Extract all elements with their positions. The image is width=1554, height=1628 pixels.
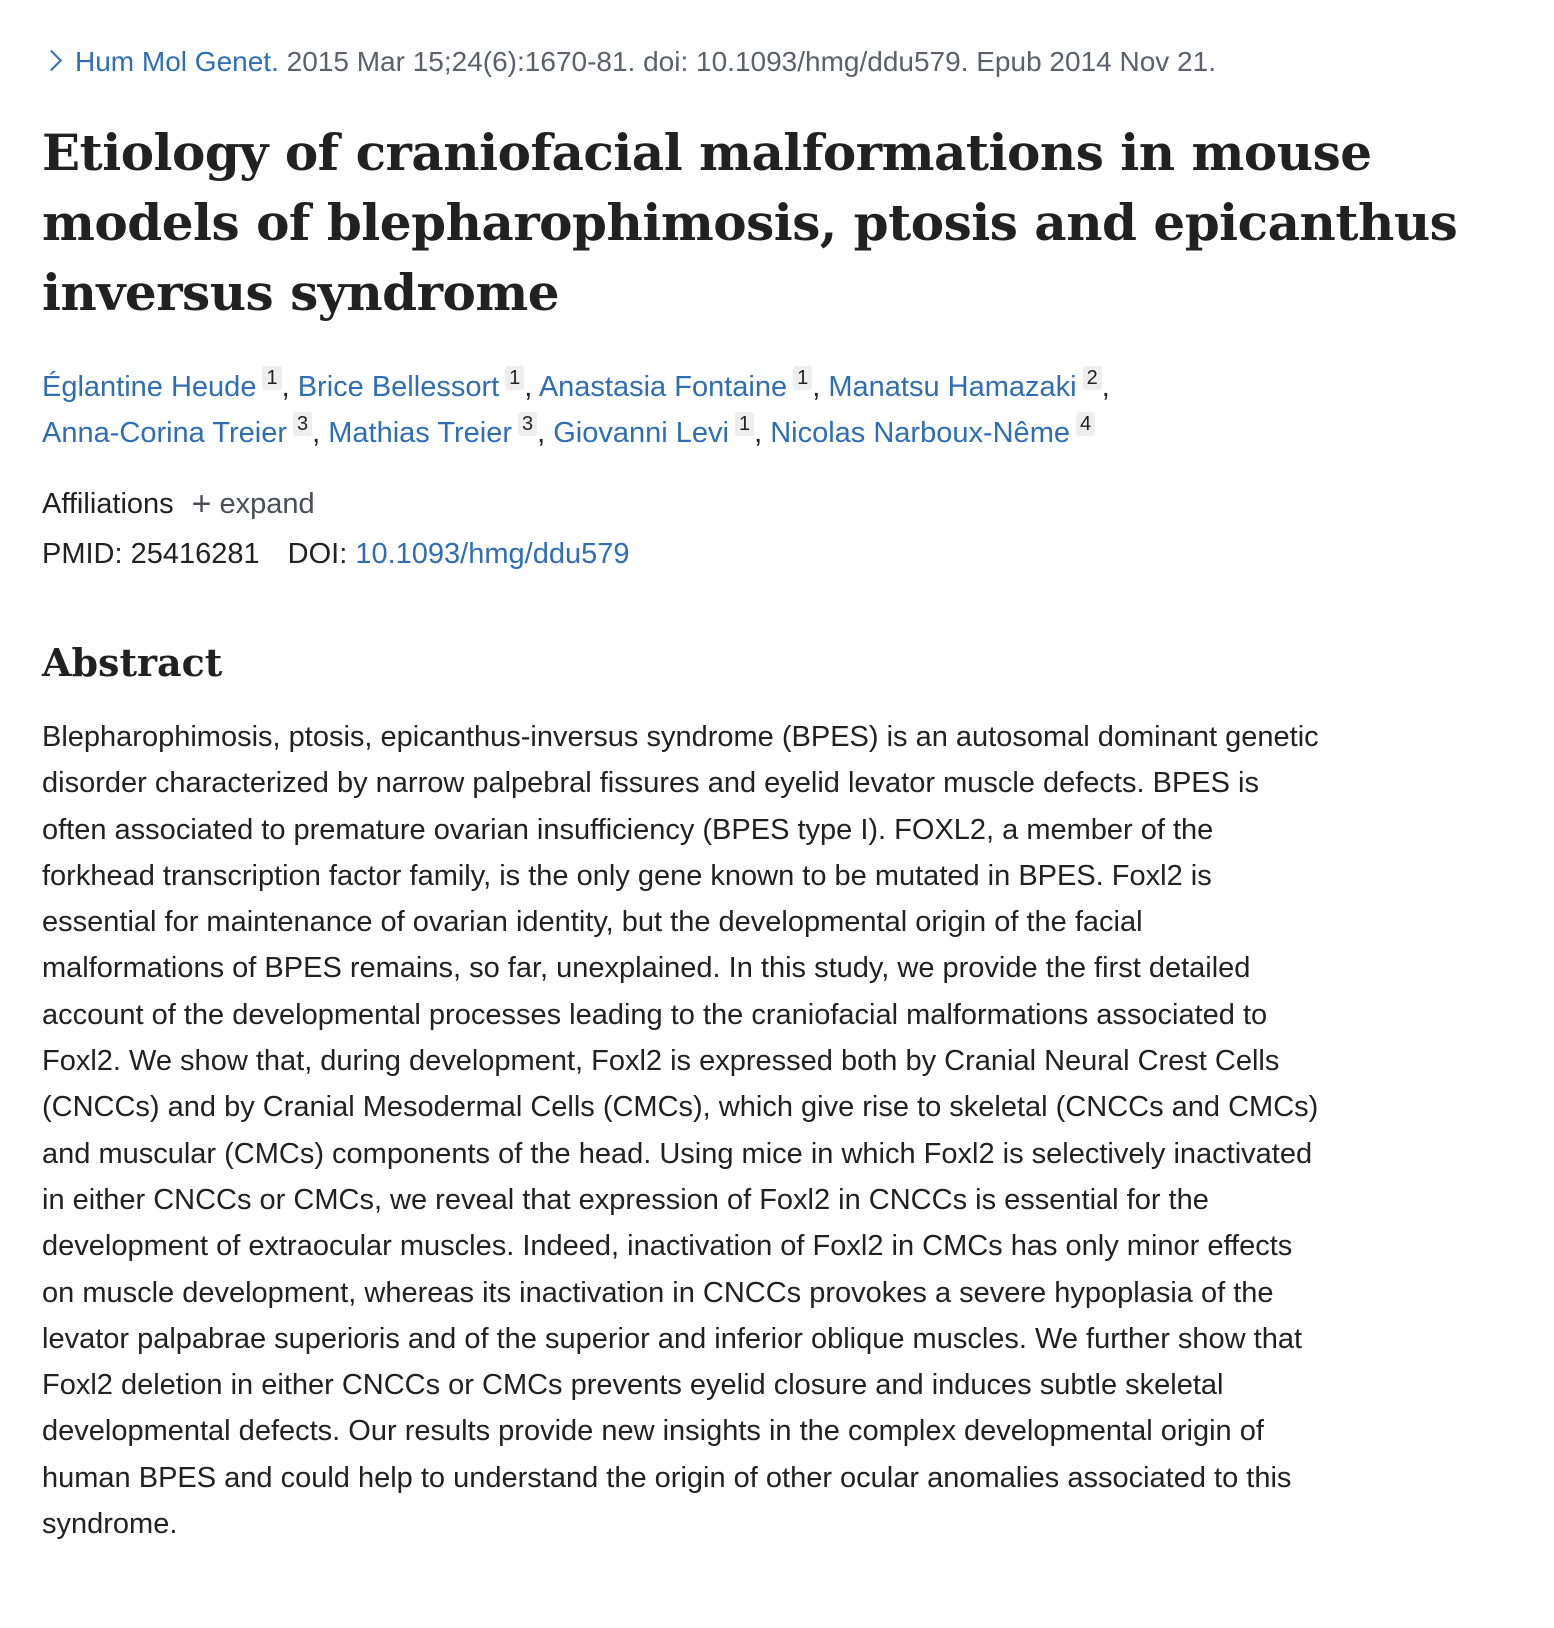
affiliation-badge[interactable]: 3: [293, 412, 312, 436]
pmid-value: 25416281: [130, 538, 260, 570]
identifiers-row: [42, 536, 629, 572]
abstract-line: account of the developmental processes leading to the craniofacial malformations associated to: [42, 998, 1268, 1031]
author-link[interactable]: Nicolas Narboux-Nême: [770, 417, 1070, 449]
author-link[interactable]: Anastasia Fontaine: [538, 371, 788, 403]
doi-link[interactable]: 10.1093/hmg/ddu579: [355, 538, 630, 570]
expand-affiliations-button[interactable]: [191, 485, 315, 523]
author-separator: ,: [524, 371, 539, 403]
author-list: [42, 364, 1342, 456]
abstract-line: often associated to premature ovarian insufficiency (BPES type I). FOXL2, a member of the: [42, 813, 1214, 846]
abstract-line: essential for maintenance of ovarian identity, but the developmental origin of the facial: [42, 906, 1143, 939]
journal-link[interactable]: Hum Mol Genet.: [75, 46, 279, 77]
abstract-line: development of extraocular muscles. Indeed, inactivation of Foxl2 in CMCs has only minor effects: [42, 1230, 1293, 1263]
abstract-line: forkhead transcription factor family, is the only gene known to be mutated in BPES. Foxl2 is: [42, 859, 1212, 892]
affiliation-badge[interactable]: 1: [262, 366, 281, 390]
author-separator: ,: [281, 371, 298, 403]
affiliations-label: Affiliations: [42, 488, 174, 520]
abstract-line: human BPES and could help to understand the origin of other ocular anomalies associated to this: [42, 1461, 1292, 1494]
affiliations-row: [42, 484, 315, 522]
abstract-line: Foxl2. We show that, during development, Foxl2 is expressed both by Cranial Neural Crest Cells: [42, 1045, 1280, 1078]
author-link[interactable]: Anna-Corina Treier: [42, 417, 287, 449]
abstract-text: [42, 714, 1442, 1547]
abstract-line: in either CNCCs or CMCs, we reveal that expression of Foxl2 in CNCCs is essential for the: [42, 1183, 1209, 1216]
abstract-line: levator palpabrae superioris and of the superior and inferior oblique muscles. We further show that: [42, 1322, 1303, 1355]
author-separator: ,: [812, 371, 829, 403]
pmid-label: PMID:: [42, 538, 123, 570]
abstract-line: and muscular (CMCs) components of the head. Using mice in which Foxl2 is selectively inactivated: [42, 1137, 1313, 1170]
abstract-line: on muscle development, whereas its inactivation in CNCCs provokes a severe hypoplasia of the: [42, 1276, 1274, 1309]
author-link[interactable]: Églantine Heude: [42, 371, 257, 403]
affiliation-badge[interactable]: 2: [1083, 366, 1102, 390]
author-link[interactable]: Manatsu Hamazaki: [828, 371, 1077, 403]
abstract-line: Foxl2 deletion in either CNCCs or CMCs prevents eyelid closure and induces subtle skeletal: [42, 1369, 1224, 1402]
affiliation-badge[interactable]: 4: [1076, 412, 1095, 436]
abstract-line: developmental defects. Our results provide new insights in the complex developmental origin of: [42, 1415, 1264, 1448]
author-link[interactable]: Mathias Treier: [328, 417, 512, 449]
author-link[interactable]: Brice Bellessort: [297, 371, 500, 403]
affiliation-badge[interactable]: 3: [518, 412, 537, 436]
author-separator: ,: [1101, 371, 1110, 403]
abstract-heading: Abstract: [42, 640, 223, 685]
abstract-line: Blepharophimosis, ptosis, epicanthus-inversus syndrome (BPES) is an autosomal dominant genetic: [42, 721, 1319, 753]
affiliation-badge[interactable]: 1: [735, 412, 754, 436]
author-separator: ,: [312, 417, 329, 449]
abstract-line: syndrome.: [42, 1508, 178, 1541]
affiliation-badge[interactable]: 1: [793, 366, 812, 390]
abstract-line: (CNCCs) and by Cranial Mesodermal Cells (CMCs), which give rise to skeletal (CNCCs and CMCs): [42, 1091, 1319, 1124]
author-link[interactable]: Giovanni Levi: [553, 417, 729, 449]
abstract-line: malformations of BPES remains, so far, unexplained. In this study, we provide the first detailed: [42, 952, 1251, 985]
plus-icon: +: [191, 485, 212, 523]
author-separator: ,: [754, 417, 771, 449]
chevron-right-icon[interactable]: [41, 50, 62, 71]
affiliation-badge[interactable]: 1: [505, 366, 524, 390]
expand-label: expand: [219, 488, 315, 520]
abstract-line: disorder characterized by narrow palpebral fissures and eyelid levator muscle defects. BPES is: [42, 767, 1259, 800]
article-title: Etiology of craniofacial malformations in mouse models of blepharophimosis, ptosis and epicanthus inversus syndrome: [42, 123, 1458, 322]
author-separator: ,: [537, 417, 554, 449]
citation-line: [42, 44, 1216, 80]
doi-label: DOI:: [287, 538, 348, 570]
citation-details: 2015 Mar 15;24(6):1670-81. doi: 10.1093/hmg/ddu579. Epub 2014 Nov 21.: [278, 46, 1216, 77]
